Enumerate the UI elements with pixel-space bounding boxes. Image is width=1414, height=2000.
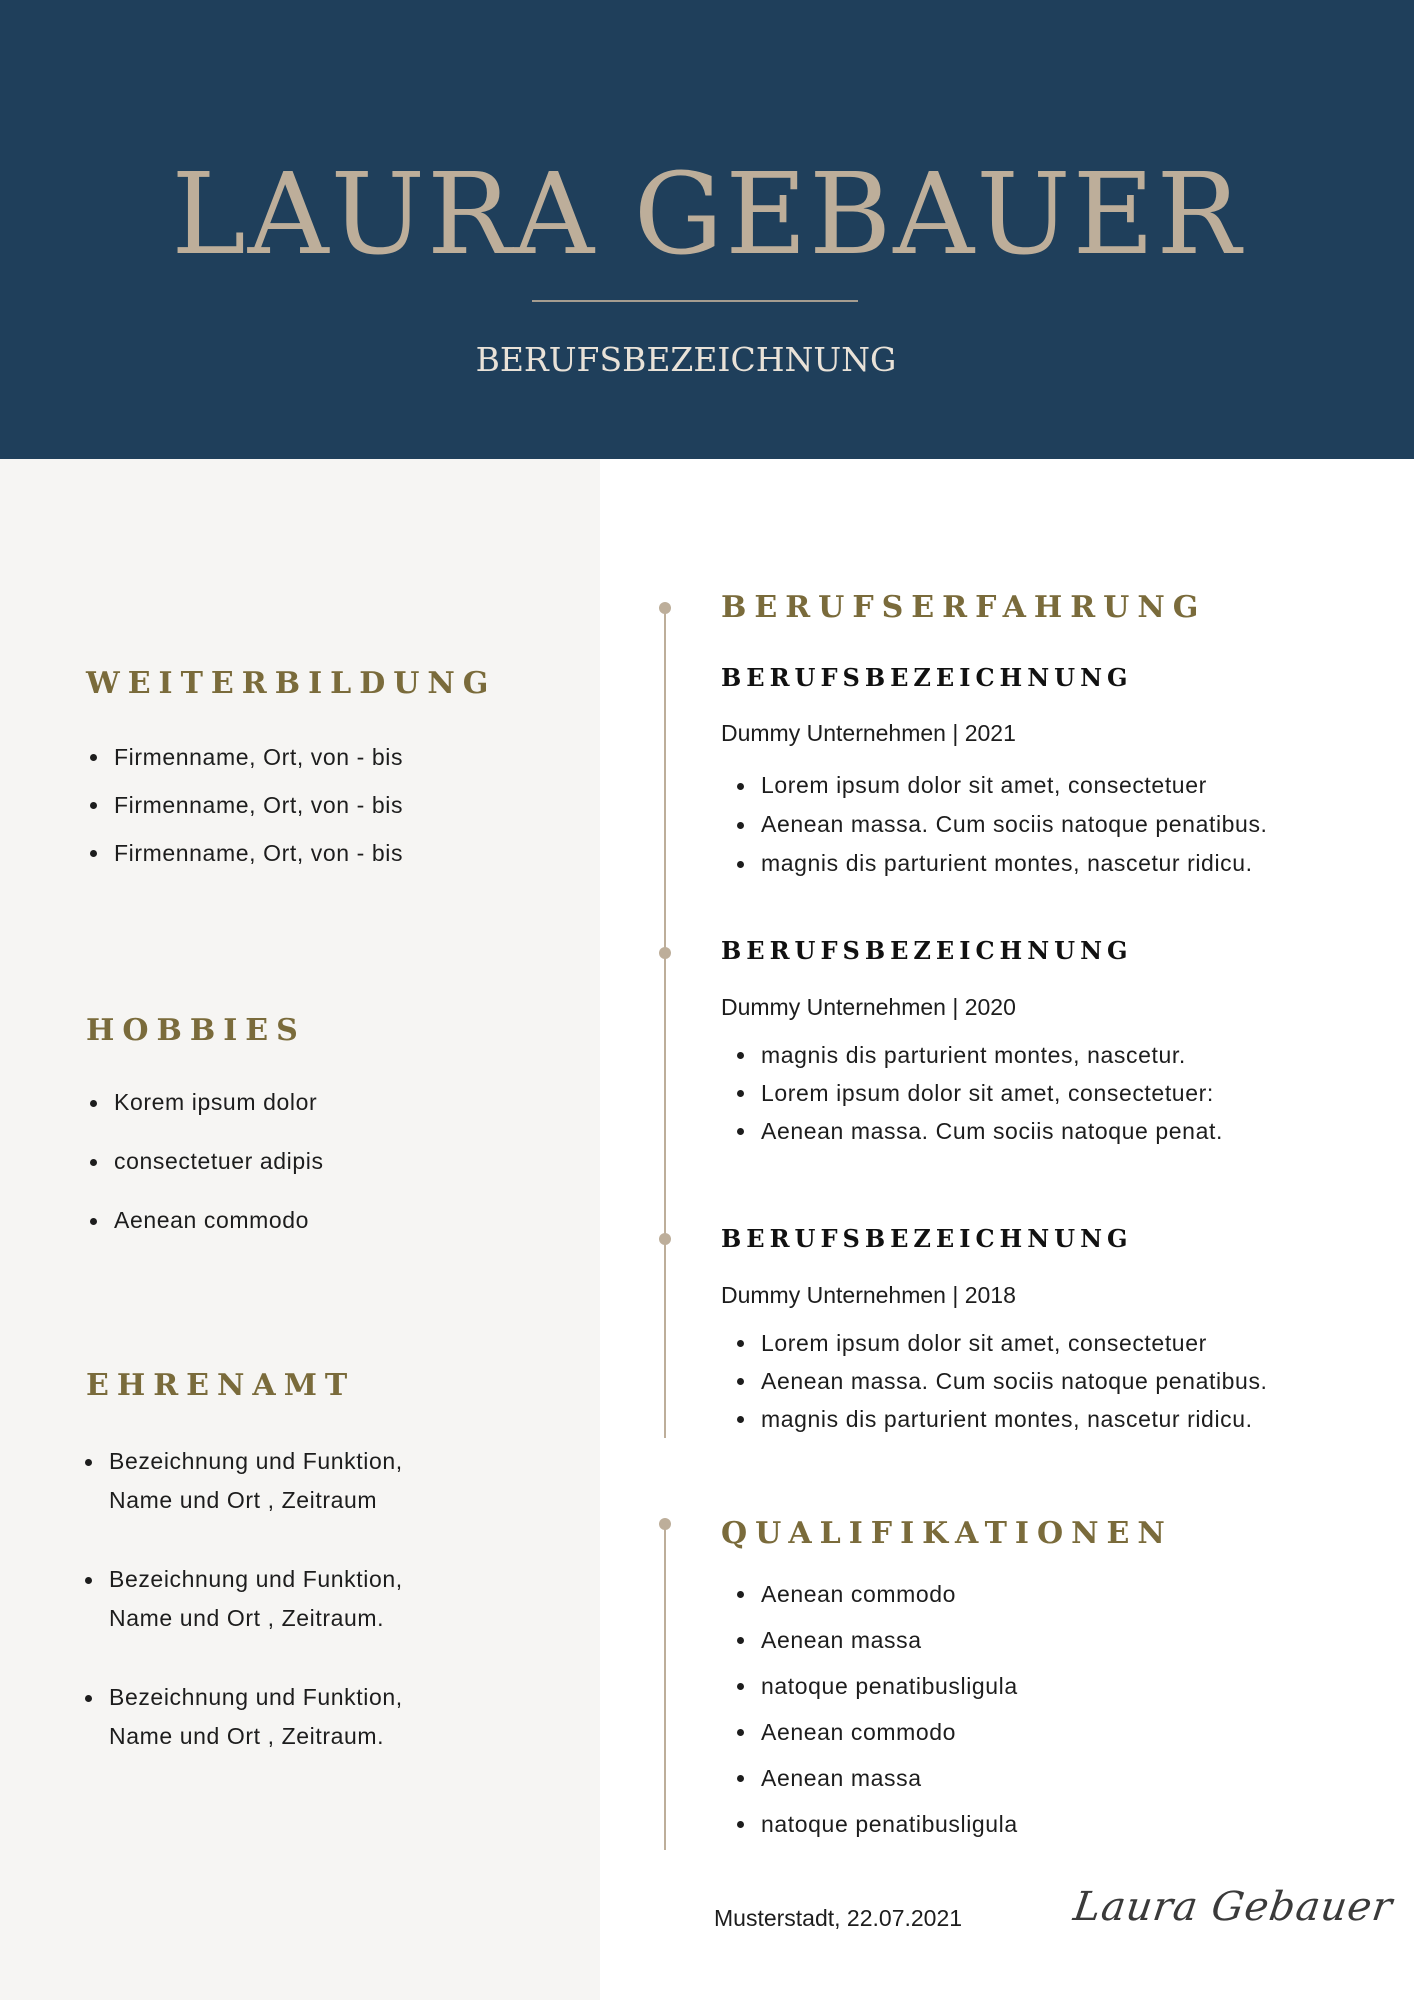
job-title: BERUFSBEZEICHNUNG — [475, 340, 897, 379]
qualifikationen-title: QUALIFIKATIONEN — [721, 1516, 1173, 1551]
list-item: Aenean massa. Cum sociis natoque penat. — [733, 1112, 1223, 1150]
ehrenamt-title: EHRENAMT — [86, 1368, 356, 1403]
hobbies-title: HOBBIES — [86, 1013, 306, 1048]
list-item: Aenean massa. Cum sociis natoque penatibus. — [733, 805, 1268, 844]
list-item: Korem ipsum dolor — [86, 1073, 324, 1132]
list-item: Aenean massa — [733, 1617, 1018, 1663]
timeline-dot — [659, 947, 671, 959]
timeline-line — [664, 1524, 666, 1850]
person-name: LAURA GEBAUER — [171, 150, 1243, 280]
berufserfahrung-title: BERUFSERFAHRUNG — [721, 590, 1207, 625]
list-item: Firmenname, Ort, von - bis — [86, 781, 403, 829]
list-item: Aenean commodo — [733, 1571, 1018, 1617]
ehrenamt-line: Bezeichnung und Funktion, — [109, 1684, 403, 1710]
ehrenamt-line: Name und Ort , Zeitraum. — [109, 1605, 385, 1631]
list-item: Lorem ipsum dolor sit amet, consectetuer — [733, 766, 1268, 805]
timeline-dot — [659, 1518, 671, 1530]
list-item: natoque penatibusligula — [733, 1663, 1018, 1709]
hobbies-list — [86, 1073, 324, 1250]
place-date: Musterstadt, 22.07.2021 — [714, 1905, 963, 1931]
job-entry-title: BERUFSBEZEICHNUNG — [721, 663, 1133, 692]
list-item: magnis dis parturient montes, nascetur ridicu. — [733, 1400, 1268, 1438]
weiterbildung-list — [86, 733, 403, 877]
timeline-line — [664, 608, 666, 1438]
list-item: Aenean commodo — [733, 1709, 1018, 1755]
header-divider — [532, 300, 858, 302]
ehrenamt-list — [81, 1442, 403, 1796]
list-item: Aenean massa — [733, 1755, 1018, 1801]
list-item: magnis dis parturient montes, nascetur. — [733, 1036, 1223, 1074]
ehrenamt-line: Name und Ort , Zeitraum — [109, 1487, 378, 1513]
job-entry-company: Dummy Unternehmen | 2021 — [721, 720, 1016, 746]
ehrenamt-line: Name und Ort , Zeitraum. — [109, 1723, 385, 1749]
list-item: consectetuer adipis — [86, 1132, 324, 1191]
signature: Laura Gebauer — [1070, 1884, 1396, 1930]
timeline-dot — [659, 1233, 671, 1245]
weiterbildung-title: WEITERBILDUNG — [86, 666, 497, 701]
qualifikationen-list — [733, 1571, 1018, 1847]
ehrenamt-line: Bezeichnung und Funktion, — [109, 1566, 403, 1592]
list-item: Aenean commodo — [86, 1191, 324, 1250]
job-entry-company: Dummy Unternehmen | 2018 — [721, 1282, 1016, 1308]
timeline-dot — [659, 602, 671, 614]
job-entry-title: BERUFSBEZEICHNUNG — [721, 936, 1133, 965]
list-item: natoque penatibusligula — [733, 1801, 1018, 1847]
job-entry-list — [733, 1036, 1223, 1150]
list-item: Aenean massa. Cum sociis natoque penatibus. — [733, 1362, 1268, 1400]
list-item — [81, 1442, 403, 1520]
job-entry-list — [733, 1324, 1268, 1438]
list-item: Lorem ipsum dolor sit amet, consectetuer: — [733, 1074, 1223, 1112]
header-banner — [0, 0, 1414, 459]
job-entry-company: Dummy Unternehmen | 2020 — [721, 994, 1016, 1020]
ehrenamt-line: Bezeichnung und Funktion, — [109, 1448, 403, 1474]
job-entry-title: BERUFSBEZEICHNUNG — [721, 1224, 1133, 1253]
list-item: Firmenname, Ort, von - bis — [86, 733, 403, 781]
list-item — [81, 1678, 403, 1756]
job-entry-list — [733, 766, 1268, 883]
list-item — [81, 1560, 403, 1638]
list-item: Lorem ipsum dolor sit amet, consectetuer — [733, 1324, 1268, 1362]
list-item: magnis dis parturient montes, nascetur ridicu. — [733, 844, 1268, 883]
list-item: Firmenname, Ort, von - bis — [86, 829, 403, 877]
